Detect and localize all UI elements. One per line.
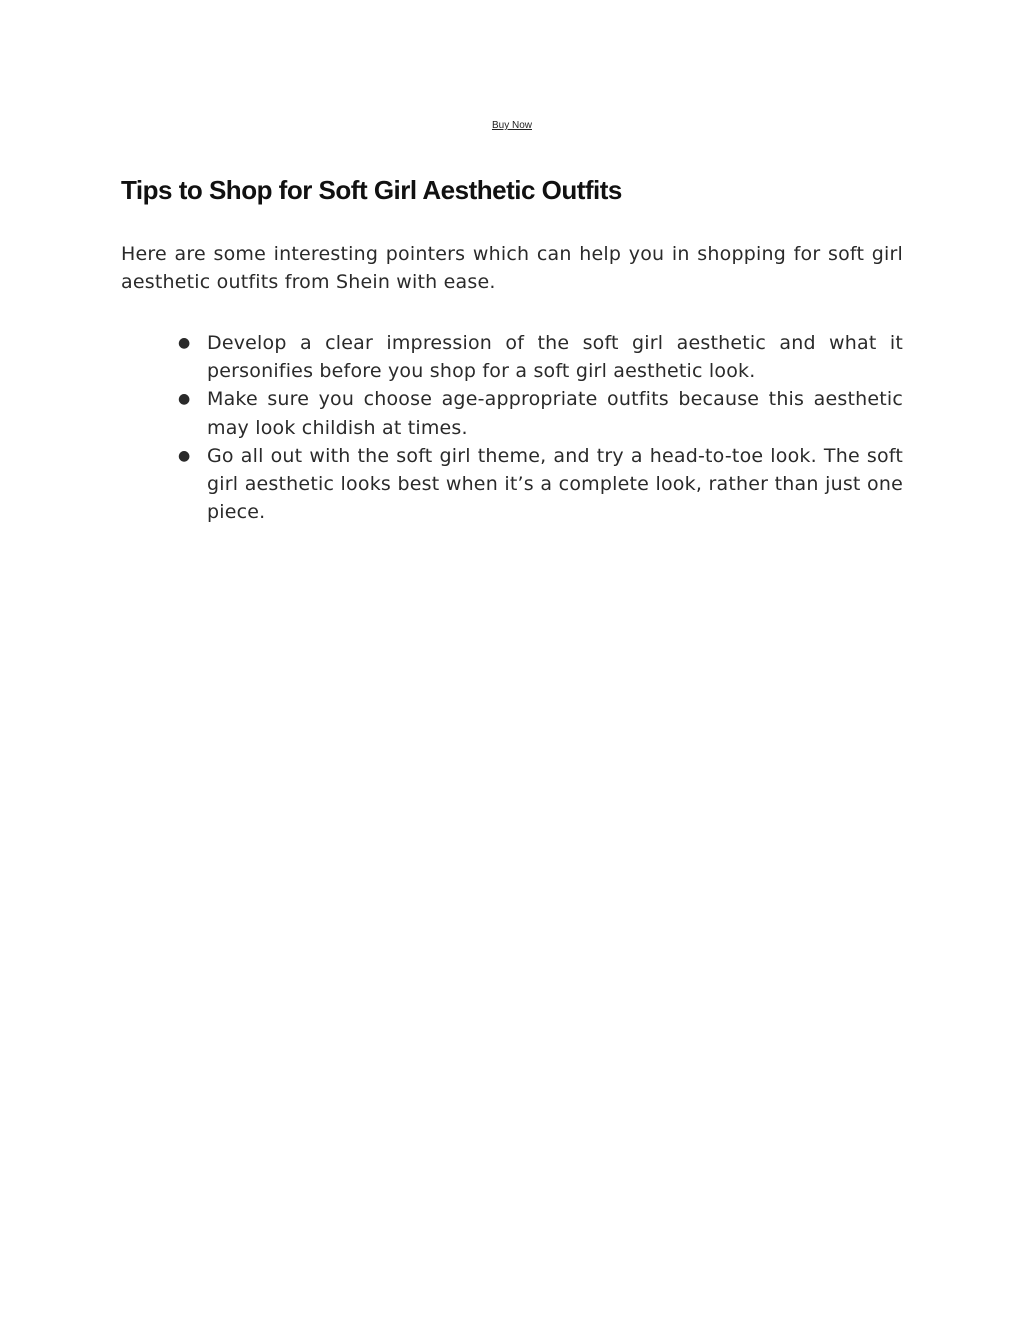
bullet-dot-icon: ● [178,335,191,351]
page-title: Tips to Shop for Soft Girl Aesthetic Outfits [121,175,622,205]
bullet-dot-icon: ● [178,391,191,408]
list-item [121,442,903,527]
list-item [121,329,903,385]
tip-text: Go all out with the soft girl theme, and try a head-to-toe look. The soft girl aesthetic looks best when it’s a complete look, rather than just one piece. [207,444,903,524]
list-item [121,385,903,441]
tips-list [121,329,903,526]
bullet-dot-icon: ● [178,447,191,464]
tip-text: Make sure you choose age-appropriate outfits because this aesthetic may look childish at times. [207,388,903,439]
intro-paragraph: Here are some interesting pointers which can help you in shopping for soft girl aesthetic outfits from Shein with ease. [121,243,903,294]
buy-now-container [0,119,1024,133]
buy-now-link[interactable]: Buy Now [491,120,532,131]
tip-text: Develop a clear impression of the soft girl aesthetic and what it personifies before you shop for a soft girl aesthetic look. [207,332,903,383]
